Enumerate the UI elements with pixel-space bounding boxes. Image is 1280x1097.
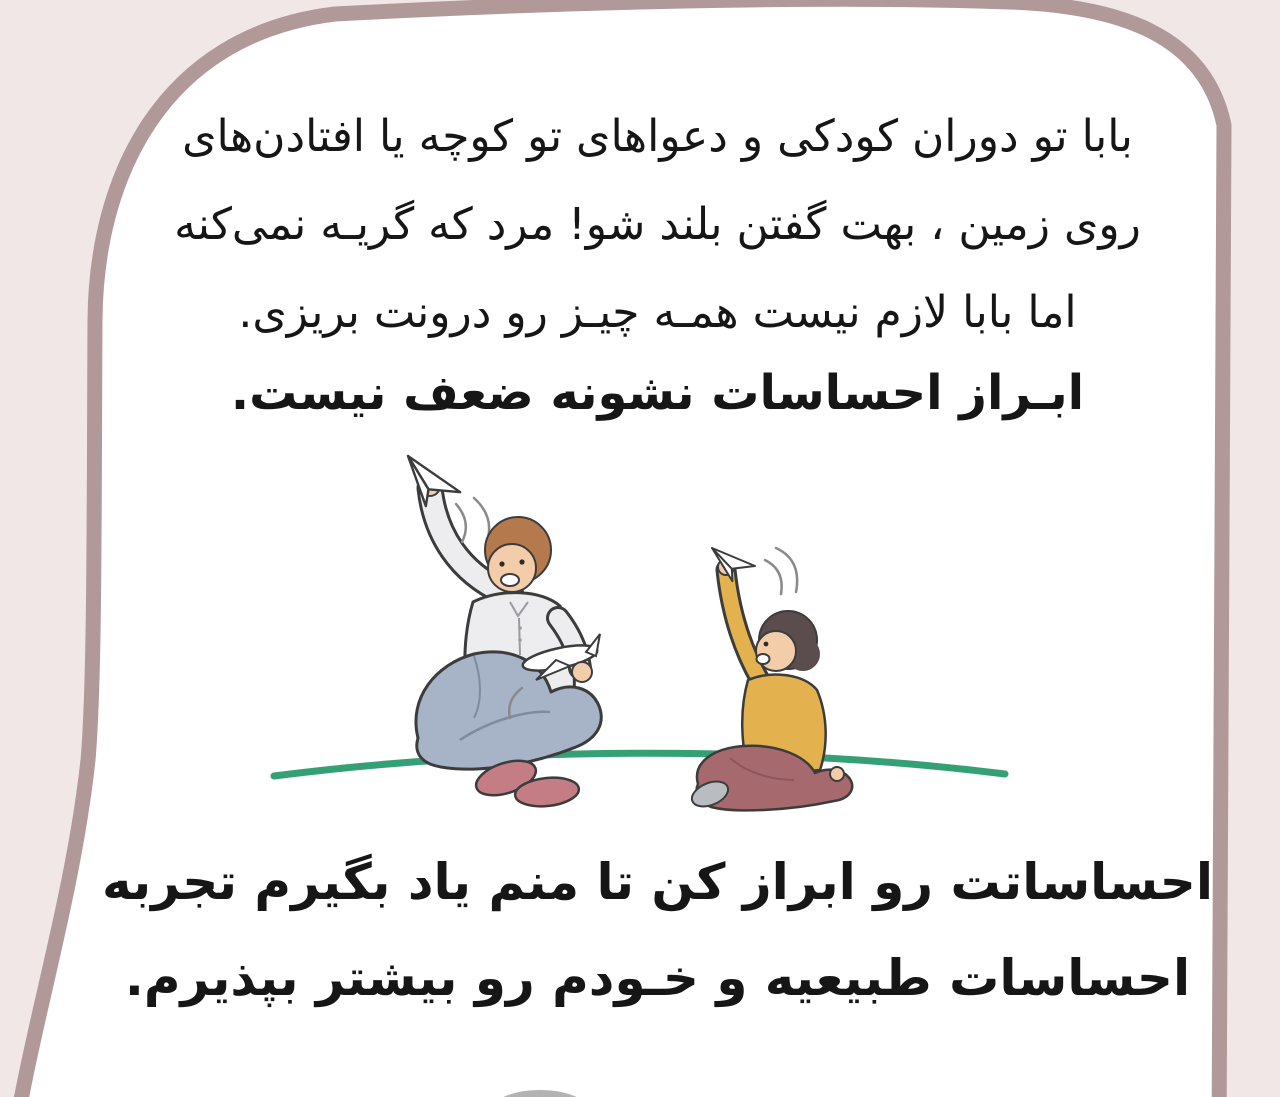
father-hand [572,662,592,682]
son-ground-hand [830,767,844,781]
footer-paragraph [100,834,1215,1026]
footer-line: احساسات طبیعیه و خـودم رو بیشتر بپذیرم. [124,949,1191,1007]
paragraph-line: اما بابا لازم نیست همـه چیـز رو درونت بریزی. [238,287,1077,338]
footer-line: احساساتت رو ابراز کن تا منم یاد بگیرم تجربه [102,853,1213,911]
headline-text: ابـراز احساسات نشونه ضعف نیست. [230,365,1085,421]
intro-paragraph [100,93,1215,357]
father-smile [501,574,519,586]
paragraph-line: روی زمین ، بهت گفتن بلند شو! مرد که گریـه نمی‌کنه [174,199,1141,250]
son-mouth [757,654,770,664]
paragraph-line: بابا تو دوران کودکی و دعواهای تو کوچه یا افتادن‌های [182,111,1133,162]
son-face [756,631,796,671]
